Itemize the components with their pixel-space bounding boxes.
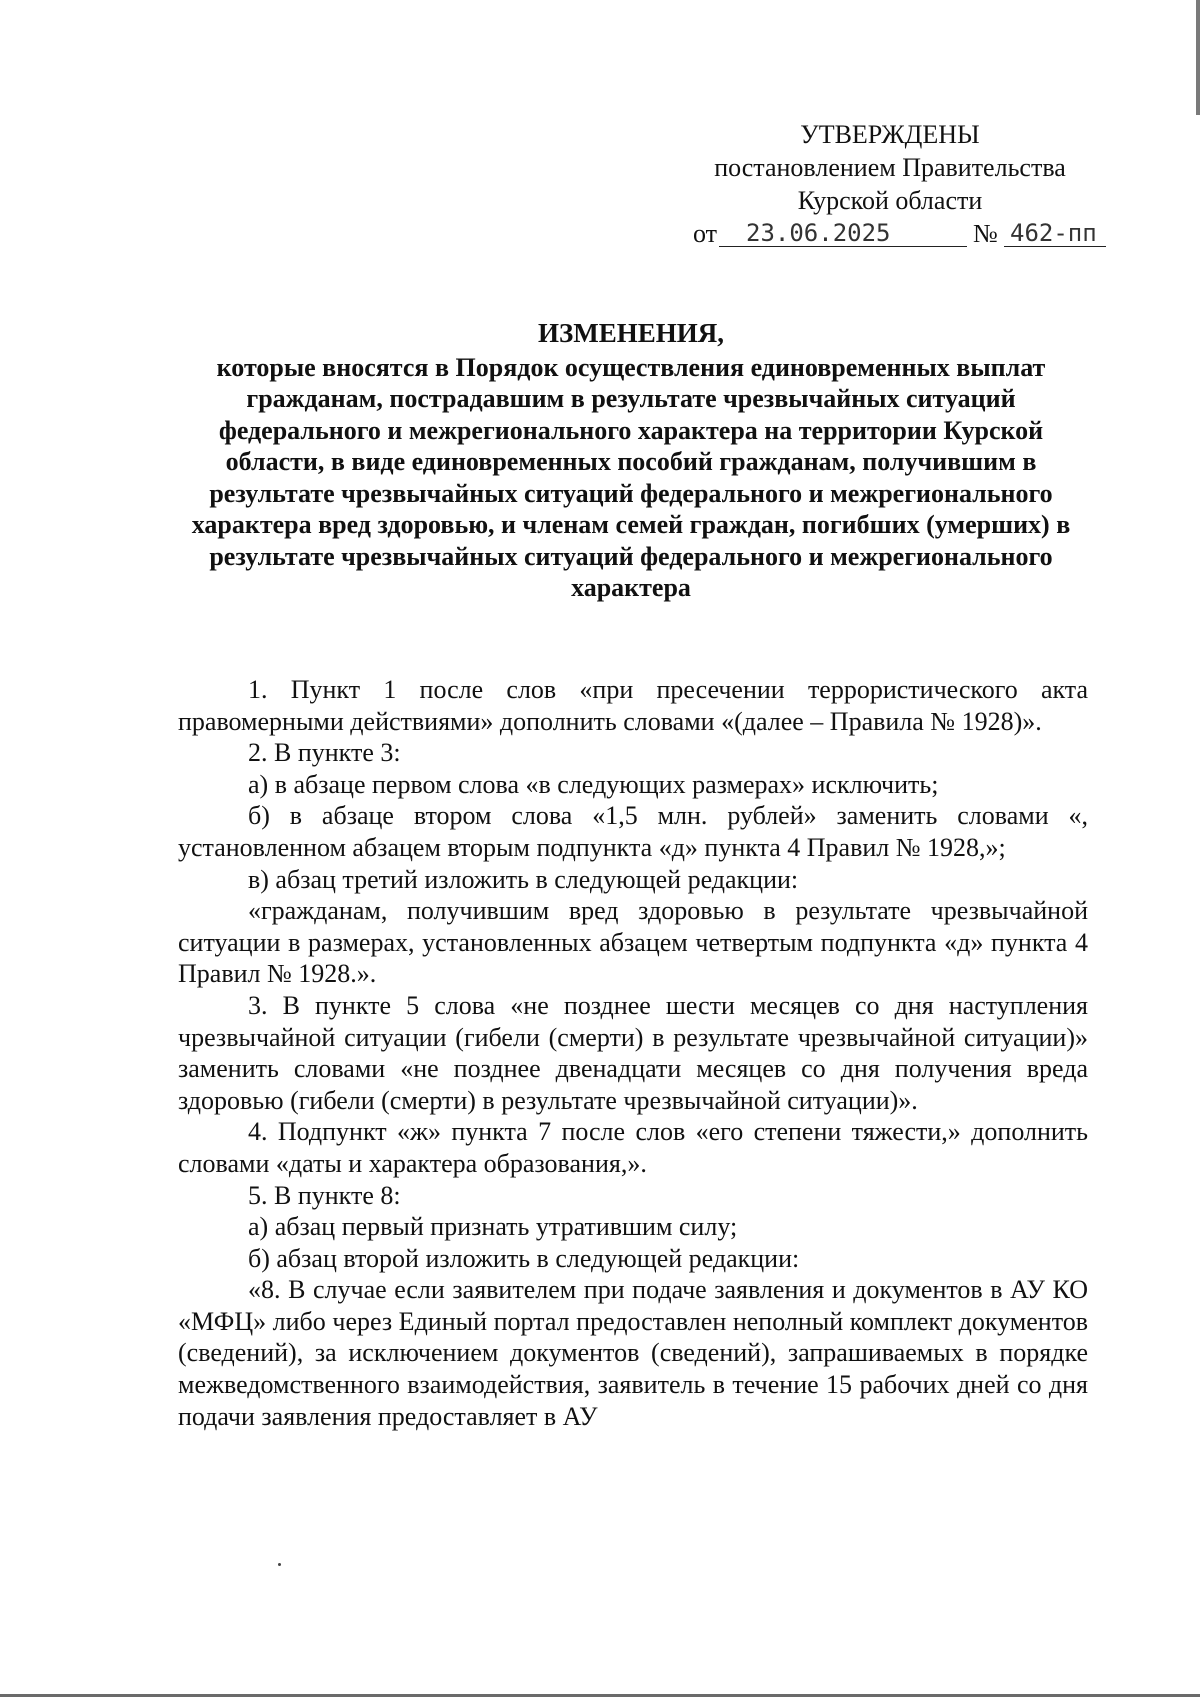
document-title: [176, 318, 1086, 604]
paragraph: 2. В пункте 3:: [248, 738, 401, 768]
paragraph: 1. Пункт 1 после слов «при пресечении террористического акта правомерными действиями» дополнить словами «(далее – Правила № 1928)».: [178, 675, 1088, 736]
title-subtitle: которые вносятся в Порядок осуществления единовременных выплат гражданам, пострадавшим в результате чрезвычайных ситуаций федерального и межрегионального характера на территории Курской области, в виде единовременных пособий гражданам, получившим в результате чрезвычайных ситуаций федерального и межрегионального характера вред здоровью, и членам семей граждан, погибших (умерших) в результате чрезвычайных ситуаций федерального и межрегионального характера: [191, 352, 1071, 602]
paragraph: а) в абзаце первом слова «в следующих размерах» исключить;: [248, 769, 939, 799]
approval-region: Курской области: [797, 186, 983, 215]
approval-status: УТВЕРЖДЕНЫ: [800, 120, 980, 149]
paragraph: «8. В случае если заявителем при подаче заявления и документов в АУ КО «МФЦ» либо через Единый портал предоставлен неполный комплект документов (сведений), за исключением документов (сведений), запрашиваемых в порядке межведомственного взаимодействия, заявитель в течение 15 рабочих дней со дня подачи заявления предоставляет в АУ: [178, 1275, 1088, 1431]
number-label: №: [973, 219, 998, 248]
scan-edge-right: [1196, 0, 1200, 115]
date-prefix: от: [693, 219, 718, 248]
paragraph: а) абзац первый признать утратившим силу;: [248, 1212, 738, 1242]
paragraph: 5. В пункте 8:: [248, 1180, 401, 1210]
document-body: [178, 674, 1088, 1432]
scan-speck: [278, 1563, 281, 1566]
paragraph: 4. Подпункт «ж» пункта 7 после слов «его степени тяжести,» дополнить словами «даты и характера образования,».: [178, 1117, 1088, 1178]
paragraph: «гражданам, получившим вред здоровью в результате чрезвычайной ситуации в размерах, установленных абзацем четвертым подпункта «д» пункта 4 Правил № 1928.».: [178, 896, 1088, 989]
approval-date-line: [690, 217, 1097, 250]
title-heading: ИЗМЕНЕНИЯ,: [537, 318, 724, 348]
paragraph: б) абзац второй изложить в следующей редакции:: [248, 1243, 800, 1273]
approval-block: [690, 118, 1097, 250]
approval-date: 23.06.2025: [719, 217, 967, 247]
approval-issuer: постановлением Правительства: [714, 153, 1066, 182]
paragraph: б) в абзаце втором слова «1,5 млн. рублей» заменить словами «, установленном абзацем вторым подпункта «д» пункта 4 Правил № 1928,»;: [178, 801, 1088, 862]
paragraph: 3. В пункте 5 слова «не позднее шести месяцев со дня наступления чрезвычайной ситуации (гибели (смерти) в результате чрезвычайной ситуации)» заменить словами «не позднее двенадцати месяцев со дня получения вреда здоровью (гибели (смерти) в результате чрезвычайной ситуации)».: [178, 990, 1088, 1115]
approval-number: 462-пп: [1004, 217, 1106, 247]
paragraph: в) абзац третий изложить в следующей редакции:: [248, 864, 799, 894]
